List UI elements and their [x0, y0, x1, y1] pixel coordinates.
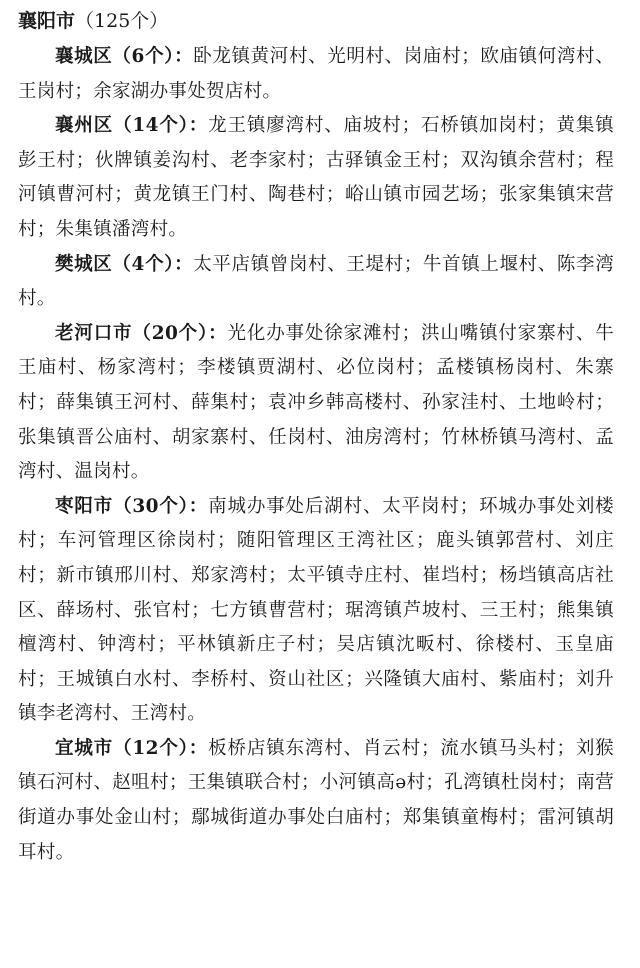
district-villages: 光化办事处徐家滩村；洪山嘴镇付家寨村、牛王庙村、杨家湾村；李楼镇贾湖村、必位岗村；孟楼镇杨岗村、朱寨村；薛集镇王河村、薛集村；袁冲乡韩高楼村、孙家洼村、土地岭村；张集镇晋公庙村、胡家寨村、任岗村、油房湾村；竹林桥镇马湾村、孟湾村、温岗村。 — [18, 322, 614, 483]
district-villages: 板桥店镇东湾村、肖云村；流水镇马头村；刘猴镇石河村、赵咀村；王集镇联合村；小河镇高ə村；孔湾镇杜岗村；南营街道办事处金山村；鄢城街道办事处白庙村；郑集镇童梅村；雷河镇胡耳村。 — [18, 737, 614, 863]
district-name: 枣阳市 — [55, 495, 114, 517]
district-count: （30个）： — [113, 495, 209, 517]
district-name: 襄州区 — [55, 115, 114, 137]
district-name: 老河口市 — [55, 322, 133, 344]
district-villages: 太平店镇曾岗村、王堤村；牛首镇上堰村、陈李湾村。 — [18, 253, 614, 310]
district-villages: 卧龙镇黄河村、光明村、岗庙村；欧庙镇何湾村、王岗村；余家湖办事处贺店村。 — [18, 46, 614, 102]
district-name: 樊城区 — [55, 253, 113, 275]
district-count: （6个）： — [112, 46, 194, 67]
city-count: （125个） — [75, 10, 169, 32]
city-name: 襄阳市 — [18, 10, 76, 32]
district-count: （12个）： — [113, 737, 209, 759]
district-count: （14个）： — [113, 115, 209, 137]
section-yicheng — [18, 732, 614, 870]
district-name: 宜城市 — [55, 737, 114, 759]
district-name: 襄城区 — [55, 46, 113, 67]
district-count: （20个）： — [132, 322, 228, 344]
section-zaoyang — [18, 490, 614, 732]
district-villages: 南城办事处后湖村、太平岗村；环城办事处刘楼村；车河管理区徐岗村；随阳管理区王湾社区；鹿头镇郭营村、刘庄村；新市镇邢川村、郑家湾村；太平镇寺庄村、崔垱村；杨垱镇高店社区、薛场村、张官村；七方镇曹营村；琚湾镇芦坡村、三王村；熊集镇檀湾村、钟湾村；平林镇新庄子村；吴店镇沈畈村、徐楼村、玉皇庙村；王城镇白水村、李桥村、资山社区；兴隆镇大庙村、紫庙村；刘升镇李老湾村、王湾村。 — [18, 495, 614, 725]
section-laohekou — [18, 317, 614, 490]
section-xiangcheng — [18, 40, 614, 109]
district-count: （4个）： — [112, 253, 194, 275]
section-fancheng — [18, 248, 614, 317]
city-heading — [18, 6, 614, 36]
section-xiangzhou — [18, 109, 614, 247]
district-villages: 龙王镇廖湾村、庙坡村；石桥镇加岗村；黄集镇彭王村；伙牌镇姜沟村、老李家村；古驿镇金王村；双沟镇余营村；程河镇曹河村；黄龙镇王门村、陶巷村；峪山镇市园艺场；张家集镇宋营村；朱集镇潘湾村。 — [18, 115, 614, 240]
